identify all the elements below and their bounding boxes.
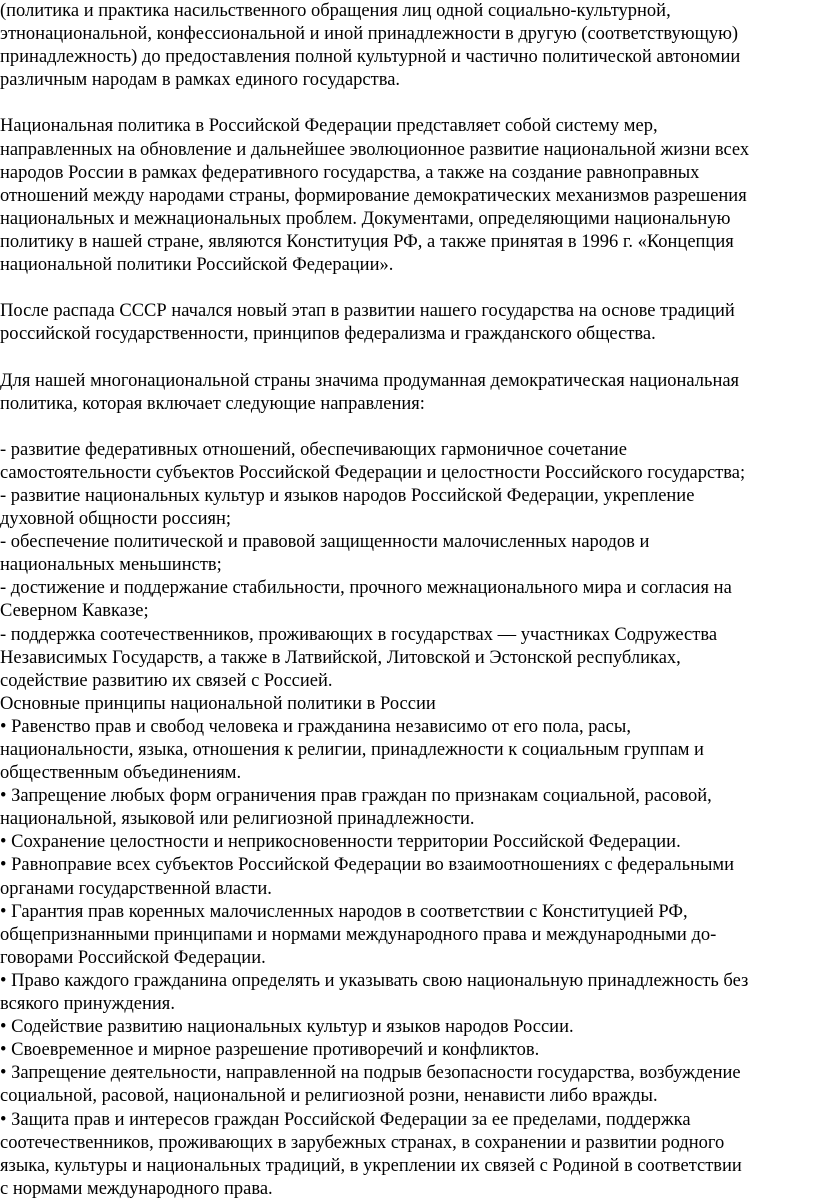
text-line: политику в нашей стране, являются Конституция РФ, а также принятая в 1996 г. «Концепция [0, 231, 734, 252]
principles-list [0, 716, 816, 1199]
text-line: принадлежность) до предоставления полной культурной и частично политической автономии [0, 47, 741, 68]
list-item-line: • Гарантия прав коренных малочисленных народов в соответствии с Конституцией РФ, [0, 901, 688, 922]
list-item-line: содействие развитию их связей с Россией. [0, 670, 333, 691]
list-item-line: • Защита прав и интересов граждан Российской Федерации за ее пределами, поддержка [0, 1109, 691, 1130]
list-item-line: • Право каждого гражданина определять и указывать свою национальную принадлежность без [0, 970, 749, 991]
text-line: направленных на обновление и дальнейшее эволюционное развитие национальной жизни всех [0, 139, 750, 160]
list-item-line: • Запрещение любых форм ограничения прав граждан по признакам социальной, расовой, [0, 786, 712, 807]
list-item-line: самостоятельности субъектов Российской Федерации и целостности Российского государства; [0, 462, 746, 483]
text-line: Национальная политика в Российской Федерации представляет собой систему мер, [0, 116, 658, 137]
paragraph-ussr-collapse [0, 300, 816, 346]
list-item-line: говорами Российской Федерации. [0, 947, 266, 968]
text-line: После распада СССР начался новый этап в развитии нашего государства на основе традиций [0, 301, 735, 322]
list-item-line: - развитие федеративных отношений, обеспечивающих гармоничное сочетание [0, 439, 627, 460]
list-item-line: национальности, языка, отношения к религии, принадлежности к социальным группам и [0, 740, 704, 760]
list-item-line: общественным объединениям. [0, 763, 242, 784]
list-item-line: соотечественников, проживающих в зарубежных странах, в сохранении и развитии родного [0, 1132, 725, 1153]
text-line: различным народам в рамках единого государства. [0, 70, 401, 91]
list-item-line: Северном Кавказе; [0, 601, 149, 622]
text-line: российской государственности, принципов федерализма и гражданского общества. [0, 324, 656, 345]
text-line: национальной политики Российской Федерации». [0, 255, 394, 276]
list-item-line: национальной, языковой или религиозной принадлежности. [0, 809, 475, 830]
text-line: отношений между народами страны, формирование демократических механизмов разрешения [0, 185, 747, 206]
list-item-line: - достижение и поддержание стабильности, прочного межнационального мира и согласия на [0, 578, 732, 599]
paragraph-gap [0, 416, 816, 439]
paragraph-national-policy [0, 115, 816, 277]
text-line: национальных и межнациональных проблем. Документами, определяющими национальную [0, 208, 731, 229]
list-item-line: органами государственной власти. [0, 878, 272, 899]
text-line: (политика и практика насильственного обращения лиц одной социально-культурной, [0, 1, 671, 21]
directions-list [0, 439, 816, 693]
paragraph-directions-intro [0, 370, 816, 416]
list-item-line: духовной общности россиян; [0, 509, 232, 530]
text-line: этнонациональной, конфессиональной и иной принадлежности в другую (соответствующую) [0, 24, 739, 45]
list-item-line: языка, культуры и национальных традиций, в укреплении их связей с Родиной в соответствии [0, 1155, 742, 1176]
paragraph-gap [0, 92, 816, 115]
list-item-line: • Запрещение деятельности, направленной на подрыв безопасности государства, возбуждение [0, 1063, 741, 1084]
list-item-line: - поддержка соотечественников, проживающих в государствах — участниках Содружества [0, 624, 718, 645]
principles-heading: Основные принципы национальной политики в России [0, 693, 436, 714]
list-item-line: национальных меньшинств; [0, 555, 222, 576]
paragraph-gap [0, 277, 816, 300]
list-item-line: - обеспечение политической и правовой защищенности малочисленных народов и [0, 532, 650, 553]
text-line: Для нашей многонациональной страны значима продуманная демократическая национальная [0, 370, 740, 391]
list-item-line: • Сохранение целостности и неприкосновенности территории Российской Федерации. [0, 832, 681, 853]
list-item-line: с нормами международного права. [0, 1178, 273, 1199]
paragraph-gap [0, 346, 816, 369]
text-line: народов России в рамках федеративного государства, а также на создание равноправных [0, 162, 700, 183]
list-item-line: общепризнанными принципами и нормами международного права и международными до- [0, 924, 717, 945]
list-item-line: • Равноправие всех субъектов Российской Федерации во взаимоотношениях с федеральными [0, 855, 735, 876]
list-item-line: Независимых Государств, а также в Латвийской, Литовской и Эстонской республиках, [0, 647, 681, 668]
list-item-line: - развитие национальных культур и языков народов Российской Федерации, укрепление [0, 485, 695, 506]
paragraph-intro [0, 0, 816, 92]
list-item-line: • Равенство прав и свобод человека и гражданина независимо от его пола, расы, [0, 716, 631, 737]
list-item-line: • Содействие развитию национальных культур и языков народов России. [0, 1017, 574, 1038]
list-item-line: • Своевременное и мирное разрешение противоречий и конфликтов. [0, 1040, 540, 1061]
text-line: политика, которая включает следующие направления: [0, 393, 425, 414]
list-item-line: социальной, расовой, национальной и религиозной розни, ненависти либо вражды. [0, 1086, 658, 1107]
list-item-line: всякого принуждения. [0, 994, 175, 1015]
